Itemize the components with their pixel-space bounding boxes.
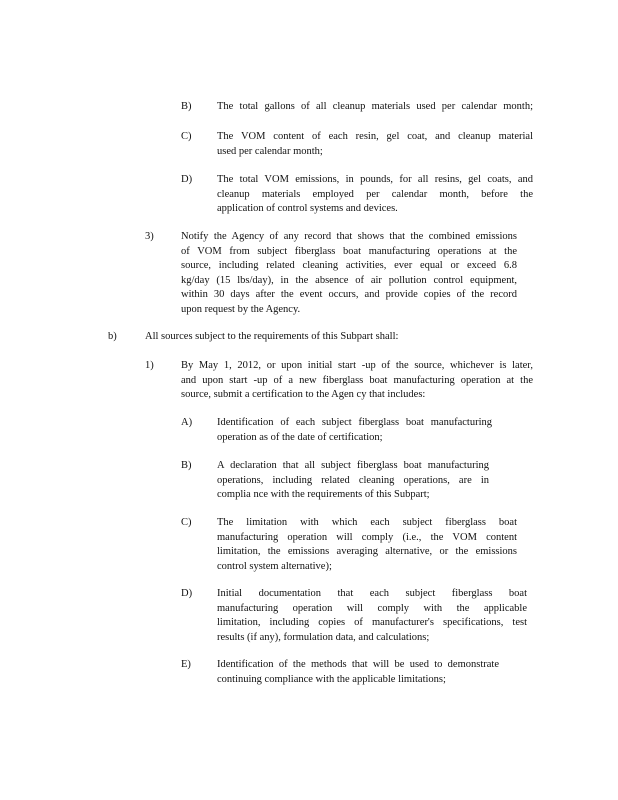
text-line: cleanup materials employed per calendar month, before the [217,188,533,200]
text-line: application of control systems and devices. [217,203,398,214]
text-line: The total gallons of all cleanup materials used per calendar month; [217,101,533,112]
text-line: complia nce with the requirements of this Subpart; [217,489,430,500]
text-line: source, including related cleaning activities, ever equal or exceed 6.8 [181,260,517,271]
text-line: All sources subject to the requirements of this Subpart shall: [145,331,399,342]
item-text [181,359,533,403]
text-line: upon request by the Agency. [181,303,301,315]
text-line: Initial documentation that each subject fiberglass boat [217,588,527,599]
item-text [217,516,517,574]
item-label: C) [181,517,192,528]
item-label: 1) [145,360,154,371]
text-line: manufacturing operation will comply with the applicable [217,602,527,614]
item-text [217,587,527,645]
text-line: manufacturing operation will comply (i.e., the VOM content [217,531,517,543]
text-line: operations, including related cleaning operations, are in [217,474,489,486]
text-line: of VOM from subject fiberglass boat manufacturing operations at the [181,245,517,257]
text-line: control system alternative); [217,560,332,572]
item-text [181,230,517,317]
text-line: results (if any), formulation data, and calculations; [217,631,430,643]
item-text [217,459,489,503]
text-line: Identification of each subject fiberglass boat manufacturing [217,417,492,428]
item-label: C) [181,131,192,142]
text-line: used per calendar month; [217,145,323,157]
text-line: The VOM content of each resin, gel coat, and cleanup material [217,131,533,142]
item-text [217,130,533,159]
text-line: within 30 days after the event occurs, and provide copies of the record [181,289,517,300]
text-line: Identification of the methods that will be used to demonstrate [217,659,499,670]
item-label: D) [181,588,193,599]
text-line: operation as of the date of certification; [217,431,383,443]
text-line: source, submit a certification to the Agen cy that includes: [181,389,426,400]
item-label: A) [181,417,193,428]
text-line: A declaration that all subject fiberglass boat manufacturing [217,460,489,471]
text-line: limitation, the emissions averaging alternative, or the emissions [217,546,517,557]
text-line: kg/day (15 lbs/day), in the absence of air pollution control equipment, [181,274,517,286]
item-label: B) [181,460,192,471]
item-text [217,100,533,115]
item-label: b) [108,331,117,342]
text-line: The limitation with which each subject fiberglass boat [217,517,517,528]
item-label: B) [181,101,192,112]
text-line: continuing compliance with the applicable limitations; [217,673,446,685]
text-line: Notify the Agency of any record that shows that the combined emissions [181,231,517,242]
text-line: limitation, including copies of manufacturer's specifications, test [217,617,527,628]
item-label: 3) [145,231,154,242]
text-line: The total VOM emissions, in pounds, for all resins, gel coats, and [217,174,533,185]
item-text [217,658,499,687]
item-label: D) [181,174,193,185]
item-text [217,173,533,217]
item-text [145,330,465,345]
item-text [217,416,492,445]
text-line: By May 1, 2012, or upon initial start -up of the source, whichever is later, [181,360,533,371]
text-line: and upon start -up of a new fiberglass boat manufacturing operation at the [181,374,533,386]
item-label: E) [181,659,191,670]
